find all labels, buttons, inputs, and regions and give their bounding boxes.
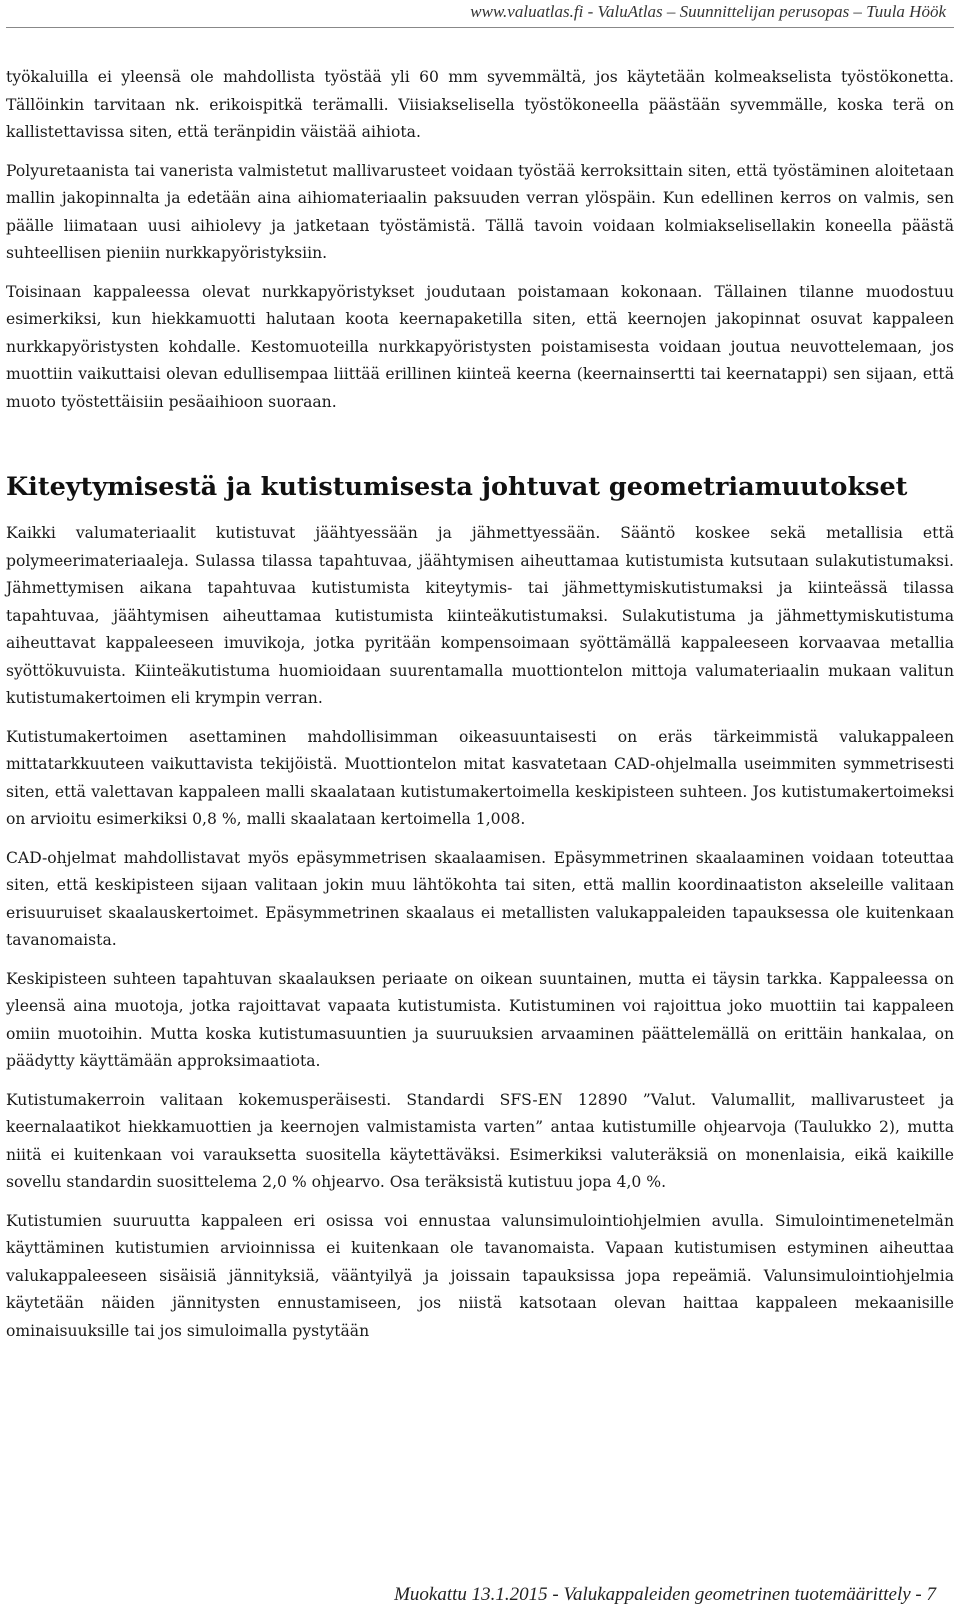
page-header: www.valuatlas.fi - ValuAtlas – Suunnittelijan perusopas – Tuula Höök [470,2,946,21]
header-divider [6,27,954,28]
paragraph-corner-radii: Toisinaan kappaleessa olevat nurkkapyöristykset joudutaan poistamaan kokonaan. Tällainen tilanne muodostuu esimerkiksi, kun hiekkamuotti halutaan koota keernapaketilla siten, että keernojen jakopinnat osuvat kappaleen nurkkapyöristysten kohdalle. Kestomuoteilla nurkkapyöristysten poistamisesta voidaan joutua neuvottelemaan, jos muottiin vaikuttaisi olevan edullisempaa liittää erillinen kiinteä keerna (keernainsertti tai keernatappi) sen sijaan, että muoto työstettäisiin pesäaihioon suoraan. [6,282,954,411]
paragraph-scaling-principle: Keskipisteen suhteen tapahtuvan skaalauksen periaate on oikean suuntainen, mutta ei täysin tarkka. Kappaleessa on yleensä aina muotoja, jotka rajoittavat vapaata kutistumista. Kutistuminen voi rajoittua joko muottiin tai kappaleen omiin muotoihin. Mutta koska kutistumasuuntien ja suuruuksien arvaaminen päättelemällä on erittäin hankalaa, on päädytty käyttämään approksimaatiota. [6,969,954,1070]
paragraph-tool-depth: työkaluilla ei yleensä ole mahdollista työstää yli 60 mm syvemmältä, jos käytetään kolmeakselista työstökonetta. Tällöinkin tarvitaan nk. erikoispitkä terämalli. Viisiakselisella työstökoneella päästään syvemmälle, koska terä on kallistettavissa siten, että teränpidin väistää aihiota. [6,68,954,141]
paragraph-shrinkage-types: Kaikki valumateriaalit kutistuvat jäähtyessään ja jähmettyessään. Sääntö koskee sekä metallisia että polymeerimateriaaleja. Sulassa tilassa tapahtuvaa, jäähtymisen aiheuttamaa kutistumista kutsutaan sulakutistumaksi. Jähmettymisen aikana tapahtuvaa kutistumista kiteytymis- tai jähmettymiskutistumaksi ja kiinteässä tilassa tapahtuvaa, jäähtymisen aiheuttamaa kutistumista kiinteäkutistumaksi. Sulakutistuma ja jähmettymiskutistuma aiheuttavat kappaleeseen imuvikoja, jotka pyritään kompensoimaan syöttämällä kappaleeseen korvaavaa metallia syöttökuvuista. Kiinteäkutistuma huomioidaan suurentamalla muottiontelon mittoja valumateriaalin mukaan valitun kutistumakertoimen eli krympin verran. [6,524,954,707]
paragraph-simulation: Kutistumien suuruutta kappaleen eri osissa voi ennustaa valunsimulointiohjelmien avulla. Simulointimenetelmän käyttäminen kutistumien arvioinnissa ei kuitenkaan ole tavanomaista. Vapaan kutistumisen estyminen aiheuttaa valukappaleeseen sisäisiä jännityksiä, vääntyilyä ja joissain tapauksissa jopa repeämiä. Valunsimulointiohjelmia käytetään näiden jännitysten ennustamiseen, jos niistä katsotaan olevan haittaa kappaleen mekaanisille ominaisuuksille tai jos simuloimalla pystytään [6,1211,954,1340]
paragraph-shrinkage-factor: Kutistumakertoimen asettaminen mahdollisimman oikeasuuntaisesti on eräs tärkeimmistä valukappaleen mittatarkkuuteen vaikuttavista tekijöistä. Muottiontelon mitat kasvatetaan CAD-ohjelmalla useimmiten symmetrisesti siten, että valettavan kappaleen malli skaalataan kutistumakertoimella keskipisteen suhteen. Jos kutistumakertoimeksi on arvioitu esimerkiksi 0,8 %, malli skaalataan kertoimella 1,008. [6,727,954,828]
paragraph-layered-machining: Polyuretaanista tai vanerista valmistetut mallivarusteet voidaan työstää kerroksittain siten, että työstäminen aloitetaan mallin jakopinnalta ja edetään aina aihiomateriaalin paksuuden verran ylöspäin. Kun edellinen kerros on valmis, sen päälle liimataan uusi aihiolevy ja jatketaan työstämistä. Tällä tavoin voidaan kolmiakselisellakin koneella päästä suhteellisen pieniin nurkkapyöristyksiin. [6,161,954,262]
section-heading: Kiteytymisestä ja kutistumisesta johtuvat geometriamuutokset [6,472,908,502]
paragraph-standard: Kutistumakerroin valitaan kokemusperäisesti. Standardi SFS-EN 12890 ”Valut. Valumallit, mallivarusteet ja keernalaatikot hiekkamuottien ja keernojen valmistamista varten” antaa kutistumille ohjearvoja (Taulukko 2), mutta niitä ei kuitenkaan voi varauksetta suositella käytettäväksi. Esimerkiksi valuteräksiä on monenlaisia, eikä kaikille sovellu standardin suosittelema 2,0 % ohjearvo. Osa teräksistä kutistuu jopa 4,0 %. [6,1090,954,1191]
paragraph-asymmetric-scaling: CAD-ohjelmat mahdollistavat myös epäsymmetrisen skaalaamisen. Epäsymmetrinen skaalaaminen voidaan toteuttaa siten, että keskipisteen sijaan valitaan jokin muu lähtökohta tai siten, että mallin koordinaatiston akseleille valitaan erisuuruiset skaalauskertoimet. Epäsymmetrinen skaalaus ei metallisten valukappaleiden tapauksessa ole kuitenkaan tavanomaista. [6,848,954,949]
page-footer: Muokattu 13.1.2015 - Valukappaleiden geometrinen tuotemäärittely - 7 [394,1584,936,1605]
document-body [6,64,954,1356]
